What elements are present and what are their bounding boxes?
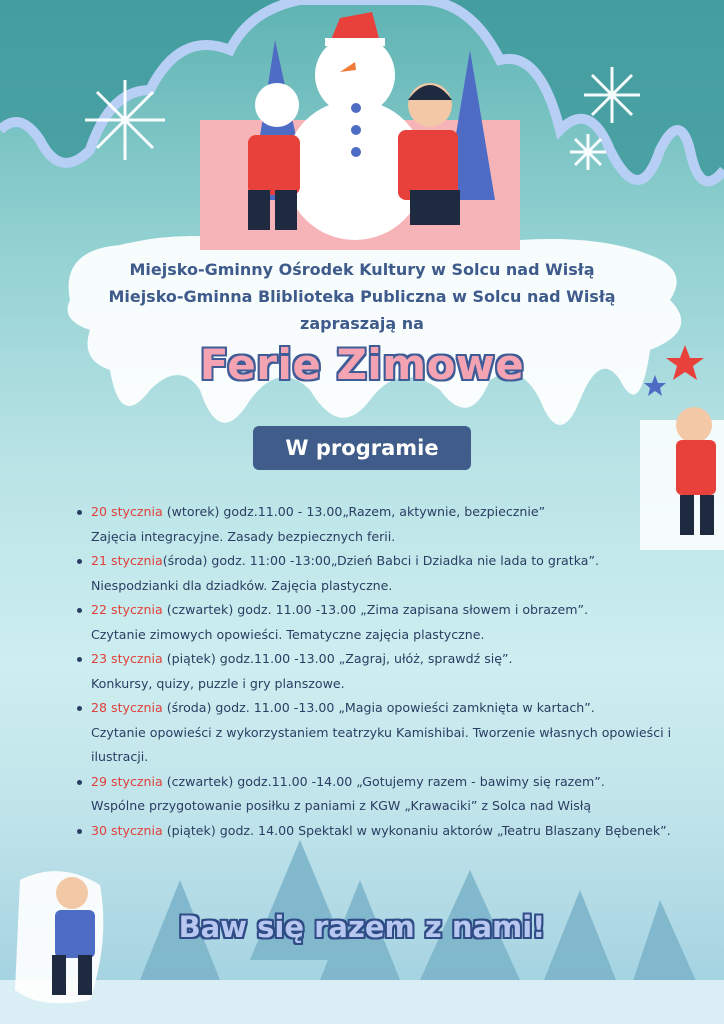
event-date: 23 stycznia: [91, 651, 163, 666]
event-item: [76, 647, 702, 696]
event-item: [76, 500, 702, 549]
event-details: (piątek) godz. 14.00 Spektakl w wykonaniu aktorów „Teatru Blaszany Bębenek”.: [162, 822, 671, 838]
event-description: Zajęcia integracyjne. Zasady bezpiecznych ferii.: [91, 528, 396, 544]
event-item: [76, 549, 702, 598]
event-details: (środa) godz. 11:00 -13:00„Dzień Babci i Dziadka nie lada to gratka”.: [162, 553, 600, 568]
organizers-header: [0, 256, 724, 337]
event-description: Niespodzianki dla dziadków. Zajęcia plastyczne.: [91, 577, 393, 593]
footer-slogan: Baw się razem z nami!: [178, 910, 546, 944]
event-details: (piątek) godz.11.00 -13.00 „Zagraj, ułóż, sprawdź się”.: [162, 651, 513, 666]
event-date: 22 stycznia: [91, 602, 163, 617]
event-list: [76, 500, 702, 843]
event-details: (czwartek) godz.11.00 -14.00 „Gotujemy razem - bawimy się razem”.: [162, 773, 605, 789]
event-description: Czytanie zimowych opowieści. Tematyczne zajęcia plastyczne.: [91, 626, 485, 642]
event-description: Czytanie opowieści z wykorzystaniem teatrzyku Kamishibai. Tworzenie własnych opowieści i ilustracji.: [91, 724, 672, 764]
event-date: 28 stycznia: [91, 700, 163, 715]
event-date: 30 stycznia: [91, 822, 163, 838]
event-date: 29 stycznia: [91, 773, 163, 789]
event-date: 21 stycznia: [91, 553, 163, 568]
event-item: [76, 696, 702, 770]
page-title: Ferie Zimowe: [199, 340, 525, 389]
event-item: [76, 819, 702, 844]
event-details: (czwartek) godz. 11.00 -13.00 „Zima zapisana słowem i obrazem”.: [162, 602, 589, 617]
event-date: 20 stycznia: [91, 504, 163, 519]
organizer-line-1: Miejsko-Gminny Ośrodek Kultury w Solcu nad Wisłą: [129, 260, 595, 279]
invitation-line: zapraszają na: [300, 314, 424, 333]
event-description: Wspólne przygotowanie posiłku z paniami z KGW „Krawaciki” z Solca nad Wisłą: [91, 798, 592, 813]
event-description: Konkursy, quizy, puzzle i gry planszowe.: [91, 675, 345, 691]
organizer-line-2: Miejsko-Gminna Bliblioteka Publiczna w Solcu nad Wisłą: [108, 287, 616, 306]
event-item: [76, 770, 702, 819]
program-heading-badge: W programie: [253, 426, 471, 470]
event-details: (wtorek) godz.11.00 - 13.00„Razem, aktywnie, bezpiecznie”: [162, 504, 546, 519]
event-details: (środa) godz. 11.00 -13.00 „Magia opowieści zamknięta w kartach”.: [162, 700, 595, 715]
event-item: [76, 598, 702, 647]
